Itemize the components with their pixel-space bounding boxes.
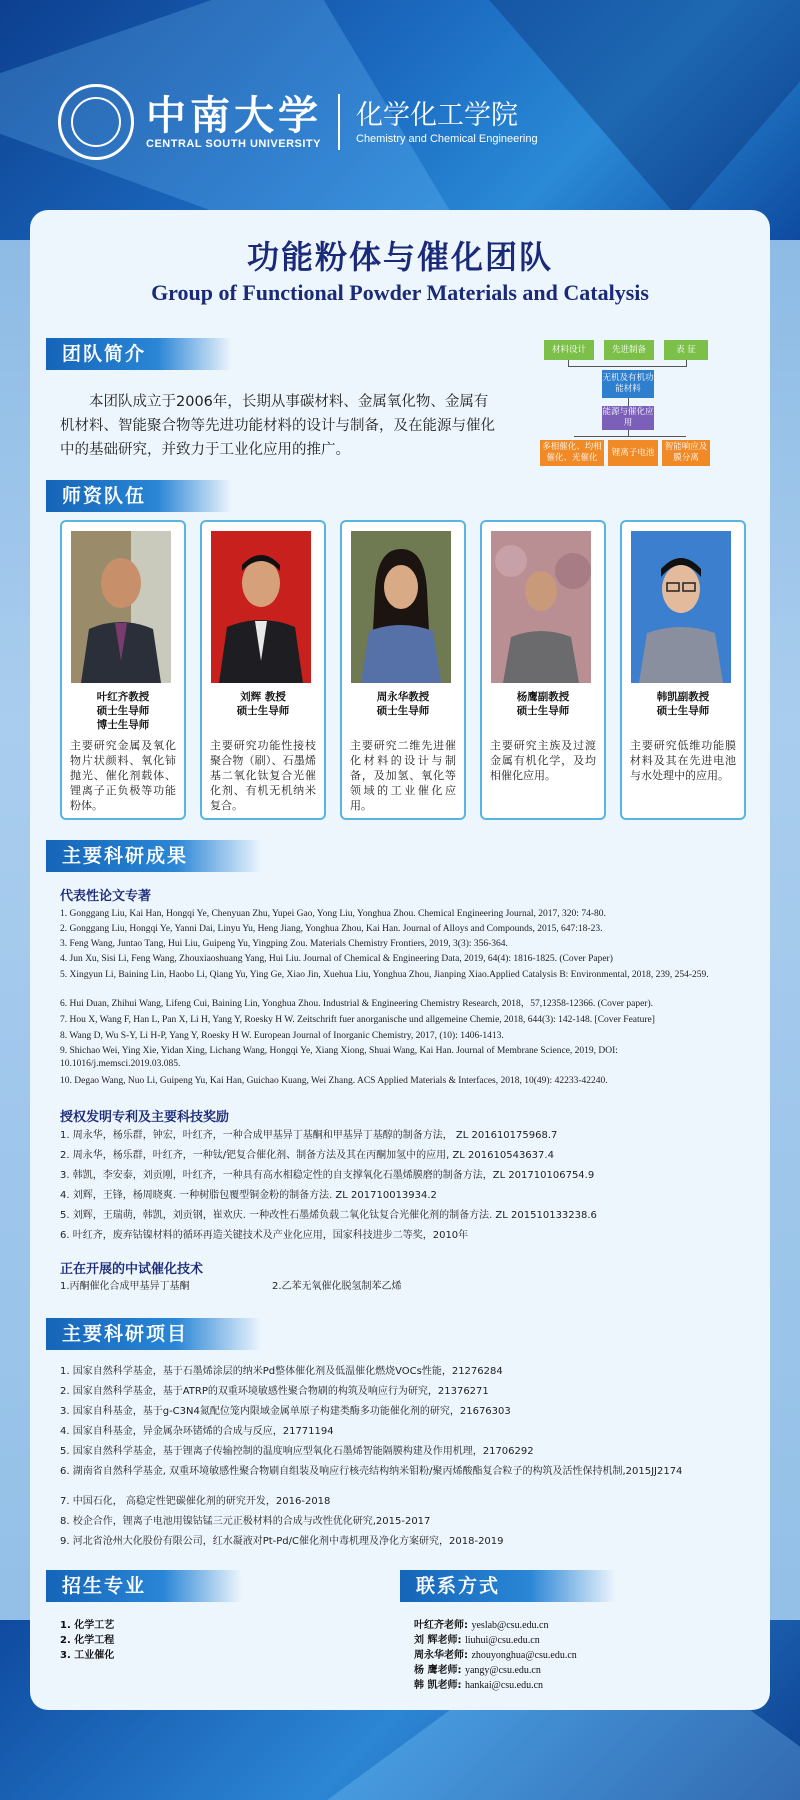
flow-box: 表 征 <box>664 340 708 360</box>
flow-box: 多相催化、均相催化、光催化 <box>540 440 604 466</box>
university-seal-icon <box>58 84 134 160</box>
faculty-description: 主要研究低维功能膜材料及其在先进电池与水处理中的应用。 <box>630 739 736 782</box>
section-title-majors: 招生专业 <box>46 1570 242 1602</box>
paper-item: 9. Shichao Wei, Ying Xie, Yidan Xing, Lichang Wang, Hongqi Ye, Xiang Xiong, Shuai Wang, Kai Han. Journal of Membrane Science, 2019, DOI: 10.1016/j.memsci.2019.03.085. <box>60 1046 618 1069</box>
section-title-achievements: 主要科研成果 <box>46 840 262 872</box>
flow-connector <box>628 398 629 406</box>
contact-email[interactable]: yeslab@csu.edu.cn <box>471 1620 549 1631</box>
project-item: 8. 校企合作，锂离子电池用镍钴锰三元正极材料的合成与改性优化研究,2015-2017 <box>60 1516 431 1527</box>
section-title-intro: 团队简介 <box>46 338 232 370</box>
page-title: 功能粉体与催化团队 <box>246 238 553 276</box>
divider <box>338 94 340 150</box>
contact-email[interactable]: hankai@csu.edu.cn <box>464 1680 544 1691</box>
faculty-name: 刘辉 教授 硕士生导师 <box>236 691 290 717</box>
contact-email[interactable]: liuhui@csu.edu.cn <box>464 1635 540 1646</box>
faculty-card <box>340 520 466 820</box>
flow-connector <box>568 366 687 367</box>
project-item: 3. 国家自科基金，基于g-C3N4氮配位笼内限域金属单原子构建类酶多功能催化剂的研究，21676303 <box>60 1406 511 1417</box>
flow-connector <box>574 436 686 437</box>
project-item: 7. 中国石化， 高稳定性钯碳催化剂的研究开发，2016-2018 <box>60 1496 331 1507</box>
patent-item: 5. 刘辉，王瑞萌，韩凯，刘贡钢，崔欢庆. 一种改性石墨烯负载二氧化钛复合光催化剂的制备方法. ZL 201510133238.6 <box>60 1210 597 1221</box>
patent-item: 6. 叶红齐，废弃钴镍材料的循环再造关键技术及产业化应用，国家科技进步二等奖，2010年 <box>60 1230 469 1241</box>
patents-heading: 授权发明专利及主要科技奖励 <box>60 1110 230 1125</box>
faculty-photo <box>71 531 171 683</box>
faculty-photo <box>491 531 591 683</box>
faculty-card <box>60 520 186 820</box>
flow-box: 能源与催化应用 <box>602 407 654 428</box>
contact-email[interactable]: zhouyonghua@csu.edu.cn <box>471 1650 577 1661</box>
paper-item: 6. Hui Duan, Zhihui Wang, Lifeng Cui, Baining Lin, Yonghua Zhou. Industrial & Engineering Chemistry Research, 2018，57,12358-12366. (Cover paper). <box>60 999 653 1009</box>
contact-row: 杨 鹰老师: yangy@csu.edu.cn <box>414 1665 541 1676</box>
patent-item: 2. 周永华，杨乐群，叶红齐，一种钛/钯复合催化剂、制备方法及其在丙酮加氢中的应用, ZL 201610543637.4 <box>60 1150 554 1161</box>
university-logo <box>58 84 538 160</box>
pilot-heading: 正在开展的中试催化技术 <box>60 1262 204 1277</box>
pilot-item: 1.丙酮催化合成甲基异丁基酮 <box>60 1281 190 1292</box>
project-item: 2. 国家自然科学基金，基于ATRP的双重环境敏感性聚合物刷的构筑及响应行为研究，21376271 <box>60 1386 489 1397</box>
faculty-name: 叶红齐教授 硕士生导师 博士生导师 <box>96 691 150 731</box>
faculty-name: 杨鹰副教授 硕士生导师 <box>516 691 570 717</box>
flow-box: 无机及有机功能材料 <box>602 370 654 398</box>
pilot-item: 2.乙苯无氧催化脱氢制苯乙烯 <box>272 1281 402 1292</box>
project-item: 1. 国家自然科学基金，基于石墨烯涂层的纳米Pd整体催化剂及低温催化燃烧VOCs性能，21276284 <box>60 1366 503 1377</box>
faculty-description: 主要研究二维先进催化材料的设计与制备，及加氢、氧化等领域的工业催化应用。 <box>350 739 456 812</box>
contact-email[interactable]: yangy@csu.edu.cn <box>464 1665 541 1676</box>
university-name-cn: 中南大学 <box>146 92 322 139</box>
project-item: 4. 国家自科基金，异金属杂环锗烯的合成与反应，21771194 <box>60 1426 334 1437</box>
flow-box: 先进制备 <box>604 340 654 360</box>
major-item: 2. 化学工程 <box>60 1635 115 1646</box>
paper-item: 5. Xingyun Li, Baining Lin, Haobo Li, Qiang Yu, Ying Ge, Xiao Jin, Xuehua Liu, Yonghua Zhou, Jianping Xiao.Applied Catalysis B: Environmental, 2018, 239, 254-259. <box>60 970 709 980</box>
faculty-name: 周永华教授 硕士生导师 <box>376 691 430 717</box>
college-name-en: Chemistry and Chemical Engineering <box>356 133 538 145</box>
patent-item: 4. 刘辉，王锋，杨周晓爽. 一种树脂包覆型铜金粉的制备方法. ZL 201710013934.2 <box>60 1190 437 1201</box>
major-item: 3. 工业催化 <box>60 1650 115 1661</box>
paper-item: 7. Hou X, Wang F, Han L, Pan X, Li H, Yang Y, Roesky H W. Zeitschrift fuer anorganische und allgemeine Chemie, 2018, 644(3): 142-148. [Cover Feature] <box>60 1015 655 1025</box>
major-item: 1. 化学工艺 <box>60 1620 115 1631</box>
patent-item: 3. 韩凯，李安泰，刘贡刚，叶红齐，一种具有高水相稳定性的自支撑氧化石墨烯膜磨的制备方法，ZL 201710106754.9 <box>60 1170 595 1181</box>
paper-item: 1. Gonggang Liu, Kai Han, Hongqi Ye, Chenyuan Zhu, Yupei Gao, Yong Liu, Yonghua Zhou. Chemical Engineering Journal, 2017, 320: 74-80. <box>60 909 606 919</box>
faculty-description: 主要研究功能性接枝聚合物（刷）、石墨烯基二氧化钛复合光催化剂、有机无机纳米复合。 <box>210 739 316 812</box>
intro-text: 本团队成立于2006年，长期从事碳材料、金属氧化物、金属有机材料、智能聚合物等先进功能材料的设计与制备，及在能源与催化中的基础研究，并致力于工业化应用的推广。 <box>60 394 495 458</box>
faculty-description: 主要研究主族及过渡金属有机化学，及均相催化应用。 <box>490 739 596 782</box>
faculty-card <box>480 520 606 820</box>
paper-item: 2. Gonggang Liu, Hongqi Ye, Yanni Dai, Linyu Yu, Heng Jiang, Yonghua Zhou, Kai Han. Journal of Alloys and Compounds, 2015, 647:18-23. <box>60 924 603 934</box>
contact-row: 叶红齐老师: yeslab@csu.edu.cn <box>414 1620 549 1631</box>
faculty-photo <box>211 531 311 683</box>
contact-row: 韩 凯老师: hankai@csu.edu.cn <box>414 1680 544 1691</box>
college-name-cn: 化学化工学院 <box>356 100 518 131</box>
flow-box: 材料设计 <box>544 340 594 360</box>
project-item: 5. 国家自然科学基金，基于锂离子传输控制的温度响应型氧化石墨烯智能隔膜构建及作用机理，21706292 <box>60 1446 534 1457</box>
contact-row: 刘 辉老师: liuhui@csu.edu.cn <box>414 1635 540 1646</box>
papers-heading: 代表性论文专著 <box>60 889 152 904</box>
project-item: 9. 河北省沧州大化股份有限公司，红水凝液对Pt-Pd/C催化剂中毒机理及净化方案研究，2018-2019 <box>60 1536 504 1547</box>
flow-box: 锂离子电池 <box>608 440 658 466</box>
faculty-photo <box>351 531 451 683</box>
project-item: 6. 湖南省自然科学基金, 双重环境敏感性聚合物刷自组装及响应行核壳结构纳米钼粉/聚丙烯酸酯复合粒子的构筑及活性保持机制,2015JJ2174 <box>60 1466 683 1477</box>
section-title-projects: 主要科研项目 <box>46 1318 262 1350</box>
faculty-card <box>620 520 746 820</box>
paper-item: 10. Degao Wang, Nuo Li, Guipeng Yu, Kai Han, Guichao Kuang, Wei Zhang. ACS Applied Materials & Interfaces, 2018, 10(49): 42233-42240. <box>60 1076 608 1086</box>
contact-row: 周永华老师: zhouyonghua@csu.edu.cn <box>414 1650 577 1661</box>
patent-item: 1. 周永华，杨乐群，钟宏，叶红齐，一种合成甲基异丁基酮和甲基异丁基醇的制备方法， ZL 201610175968.7 <box>60 1130 558 1141</box>
section-title-faculty: 师资队伍 <box>46 480 232 512</box>
page-subtitle: Group of Functional Powder Materials and Catalysis <box>151 280 649 305</box>
university-name-en: CENTRAL SOUTH UNIVERSITY <box>146 138 321 150</box>
flow-box: 智能响应及膜分离 <box>662 440 710 466</box>
paper-item: 8. Wang D, Wu S-Y, Li H-P, Yang Y, Roesky H W. European Journal of Inorganic Chemistry, 2017, (10): 1406-1413. <box>60 1031 504 1041</box>
faculty-description: 主要研究金属及氧化物片状颜料、氧化铈抛光、催化剂载体、锂离子正负极等功能粉体。 <box>70 739 176 812</box>
faculty-name: 韩凯副教授 硕士生导师 <box>656 691 710 717</box>
faculty-card <box>200 520 326 820</box>
section-title-contact: 联系方式 <box>400 1570 616 1602</box>
paper-item: 3. Feng Wang, Juntao Tang, Hui Liu, Guipeng Yu, Yingping Zou. Materials Chemistry Frontiers, 2019, 3(3): 356-364. <box>60 939 508 949</box>
faculty-photo <box>631 531 731 683</box>
paper-item: 4. Jun Xu, Sisi Li, Feng Wang, Zhouxiaoshuang Yang, Hui Liu. Journal of Chemical & Engineering Data, 2019, 64(4): 1816-1825. (Cover Paper) <box>60 954 613 964</box>
